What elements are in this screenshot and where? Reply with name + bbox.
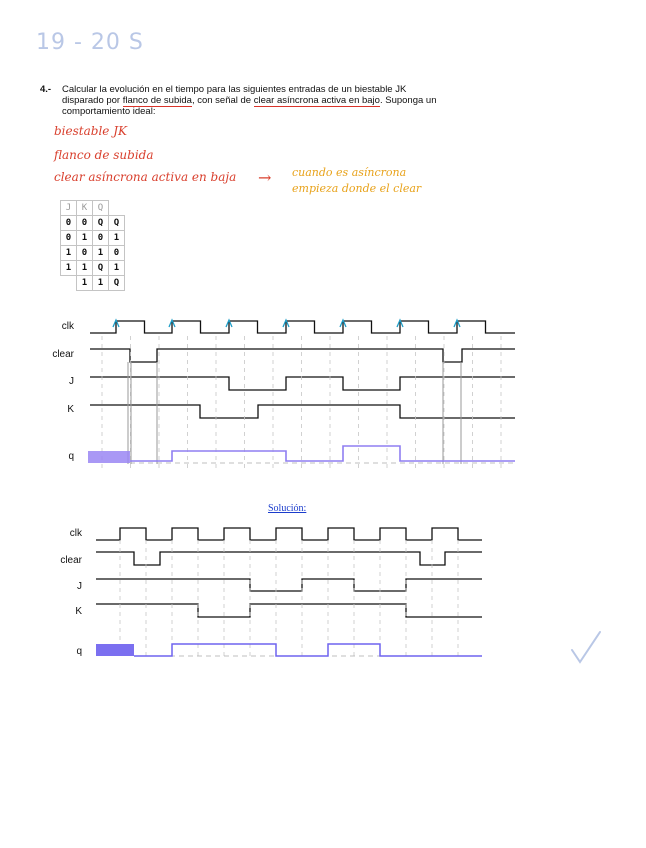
header-tag: 19 - 20 S [36, 30, 144, 55]
ex-label-q: q [68, 451, 74, 462]
truth-cell: 1 [61, 261, 77, 276]
sol-q-wave [134, 644, 482, 656]
sol-q-undefined-block [96, 644, 134, 656]
solution-timing-diagram [96, 528, 482, 660]
exercise-timing-diagram [88, 320, 515, 468]
truth-cell: 0 [77, 246, 93, 261]
ex-clear-wave [90, 349, 515, 362]
sol-label-clk: clk [69, 528, 82, 539]
truth-cell: 1 [109, 231, 125, 246]
sol-label-j: J [77, 581, 82, 592]
truth-cell: 0 [93, 231, 109, 246]
ex-label-clear: clear [52, 349, 74, 360]
truth-cell: 0 [77, 216, 93, 231]
note-aside-2: empieza donde el clear [292, 182, 422, 195]
truth-cell: 1 [77, 231, 93, 246]
solution-title: Solución: [268, 503, 307, 514]
note-line-1: biestable JK [54, 124, 127, 138]
sol-clear-wave [96, 552, 482, 565]
ex-j-wave [90, 377, 515, 390]
note-aside-1: cuando es asíncrona [292, 166, 407, 179]
underlined-term-2: clear asíncrona activa en bajo [253, 95, 380, 106]
ex-k-wave [90, 405, 515, 418]
note-line-3: clear asíncrona activa en baja [54, 170, 237, 184]
ex-q-undefined-block [88, 451, 130, 463]
problem-text-b: , con señal de [191, 95, 254, 106]
truth-cell: 0 [61, 231, 77, 246]
check-mark-icon [572, 632, 600, 662]
ex-label-k: K [67, 404, 74, 415]
truth-cell: 1 [61, 246, 77, 261]
ex-label-j: J [69, 376, 74, 387]
ex-label-clk: clk [61, 321, 74, 332]
problem-text-c: . Suponga un comportamiento ideal: [62, 95, 437, 117]
truth-cell: Q [109, 276, 125, 291]
sol-k-wave [96, 604, 482, 617]
truth-cell: Q [93, 216, 109, 231]
truth-cell: 1 [93, 276, 109, 291]
underlined-term-1: flanco de subida [122, 95, 192, 106]
truth-cell: Q [93, 261, 109, 276]
problem-text-a: Calcular la evolución en el tiempo para las siguientes entradas de un biestable JK disparado por [62, 84, 407, 106]
truth-header-j: J [61, 201, 77, 216]
ex-clk-wave [90, 321, 515, 333]
note-line-2: flanco de subida [54, 148, 154, 162]
truth-cell: 1 [77, 261, 93, 276]
sol-clk-wave [96, 528, 482, 540]
note-arrow: → [258, 168, 272, 187]
truth-cell: 0 [109, 246, 125, 261]
sol-j-wave [96, 579, 482, 591]
truth-cell: 1 [109, 261, 125, 276]
truth-cell: Q [109, 216, 125, 231]
truth-header-k: K [77, 201, 93, 216]
truth-cell: 1 [93, 246, 109, 261]
sol-label-clear: clear [60, 555, 82, 566]
truth-cell: 0 [61, 216, 77, 231]
truth-cell: 1 [77, 276, 93, 291]
truth-header-q: Q [93, 201, 109, 216]
problem-number: 4.- [40, 84, 52, 95]
sol-label-k: K [75, 606, 82, 617]
sol-label-q: q [76, 646, 82, 657]
